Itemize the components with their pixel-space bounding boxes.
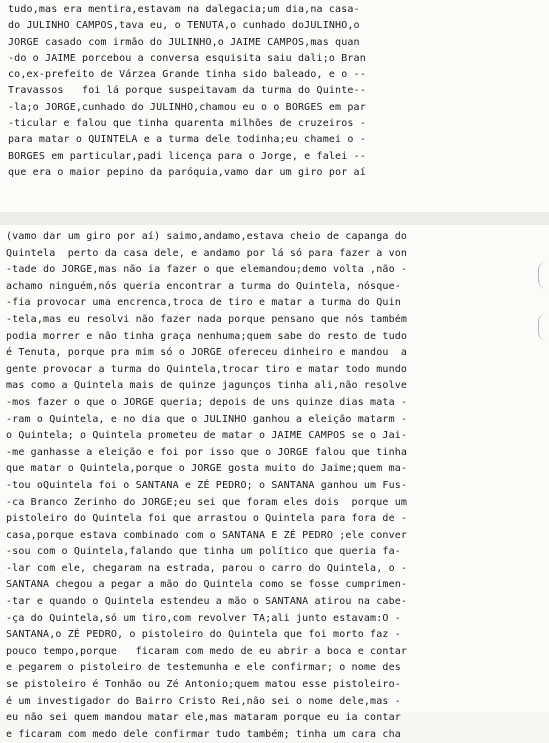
typed-line: (vamo dar um giro por aí) saimo,andamo,estava cheio de capanga do — [6, 231, 408, 242]
typed-line: Quintela perto da casa dele, e andamo por lá só para fazer a von — [6, 247, 408, 259]
typed-line: JORGE casado com irmão do JULINHO,o JAIME CAMPOS,mas quan — [8, 36, 360, 48]
typed-line: o Quintela; o Quintela prometeu de matar o JAIME CAMPOS se o Jai- — [6, 430, 408, 442]
typed-line: Travassos foi lá porque suspeitavam da turma do Quinte-- — [8, 85, 366, 97]
typed-line: -mos fazer o que o JORGE queria; depois de uns quinze dias mata - — [6, 396, 408, 408]
typed-line: -me ganhasse a eleição e foi por isso que o JORGE falou que tinha — [6, 446, 408, 458]
typed-line: do JULINHO CAMPOS,tava eu, o TENUTA,o cunhado doJULINHO,o — [8, 20, 360, 32]
typed-line: -sou com o Quintela,falando que tinha um político que queria fa- — [6, 546, 401, 558]
typed-line: e ficaram com medo dele confirmar tudo também; tinha um cara cha — [6, 728, 401, 740]
typed-line: tudo,mas era mentira,estavam na dalegacia;um dia,na casa- — [8, 4, 360, 15]
typed-line: achamo ninguém,nós queria encontrar a turma do Quintela, nósque- — [6, 280, 401, 292]
binding-hole-mark — [538, 261, 547, 289]
typed-line: que era o maior pepino da paróquia,vamo dar um giro por aí — [8, 166, 366, 178]
typed-line: co,ex-prefeito de Várzea Grande tinha sido baleado, e o -- — [8, 69, 366, 81]
typed-line: -tar e quando o Quintela estendeu a mão o SANTANA atirou na cabe- — [6, 596, 408, 608]
typed-line: -ca Branco Zerinho do JORGE;eu sei que foram eles dois porque um — [6, 496, 408, 508]
typed-line: SANTANA,o ZÉ PEDRO, o pistoleiro do Quintela que foi morto faz - — [6, 629, 401, 641]
typed-line: -tade do JORGE,mas não ia fazer o que elemandou;demo volta ,não - — [6, 264, 408, 276]
typed-page-top — [0, 0, 549, 212]
typed-line: se pistoleiro é Tonhão ou Zé Antonio;quem matou esse pistoleiro- — [6, 679, 401, 691]
typed-line: -tela,mas eu resolvi não fazer nada porque pensano que nós também — [6, 313, 408, 325]
typed-line: casa,porque estava combinado com o SANTANA E ZÉ PEDRO ;ele conver — [6, 529, 408, 541]
typed-line: para matar o QUINTELA e a turma dele todinha;eu chamei o - — [8, 134, 366, 146]
page-divider — [0, 212, 549, 225]
typed-line: podia morrer e não tinha graça nenhuma;quem sabe do resto de tudo — [6, 330, 408, 342]
typed-line: é Tenuta, porque pra mim só o JORGE ofereceu dinheiro e mandou a — [6, 347, 408, 359]
typed-line: -ça do Quintela,só um tiro,com revolver TA;ali junto estavam:O - — [6, 612, 401, 624]
typed-line: BORGES em particular,padi licença para o Jorge, e falei -- — [8, 150, 366, 162]
typed-line: mas como a Quintela mais de quinze jagunços tinha ali,não resolve — [6, 380, 408, 392]
typed-line: -lar com ele, chegaram na estrada, parou o carro do Quintela, o - — [6, 562, 408, 574]
typed-line: SANTANA chegou a pegar a mão do Quintela como se fosse cumprimen- — [6, 579, 408, 591]
typed-line: eu não sei quem mandou matar ele,mas mataram porque eu ia contar — [6, 712, 401, 724]
typed-line: gente provocar a turma do Quintela,trocar tiro e matar todo mundo — [6, 363, 408, 375]
typed-line: é um investigador do Bairro Cristo Rei,não sei o nome dele,mas - — [6, 695, 401, 707]
typed-line: -tou oQuintela foi o SANTANA e ZÉ PEDRO; o SANTANA ganhou um Fus- — [6, 479, 408, 491]
typed-line: -do o JAIME porcebou a conversa esquisita saiu dali;o Bran — [8, 52, 366, 64]
typed-line: -fia provocar uma encrenca,troca de tiro e matar a turma do Quin — [6, 297, 401, 309]
binding-hole-mark — [538, 313, 547, 341]
typed-line: e pegarem o pistoleiro de testemunha e ele confirmar; o nome des — [6, 662, 401, 674]
typed-line: que matar o Quintela,porque o JORGE gosta muito do Jaime;quem ma- — [6, 463, 408, 475]
typed-line: -ram o Quintela, e no dia que o JULINHO ganhou a eleição matarm - — [6, 413, 408, 425]
typed-line: pistoleiro do Quintela foi que arrastou o Quintela para fora de - — [6, 513, 408, 525]
typed-line: pouco tempo,porque ficaram com medo de eu abrir a boca e contar — [6, 645, 408, 657]
typed-page-bottom — [0, 225, 549, 740]
typed-line: -ticular e falou que tinha quarenta milhões de cruzeiros - — [8, 118, 366, 130]
typed-line: -la;o JORGE,cunhado do JULINHO,chamou eu o o BORGES em par — [8, 101, 366, 113]
